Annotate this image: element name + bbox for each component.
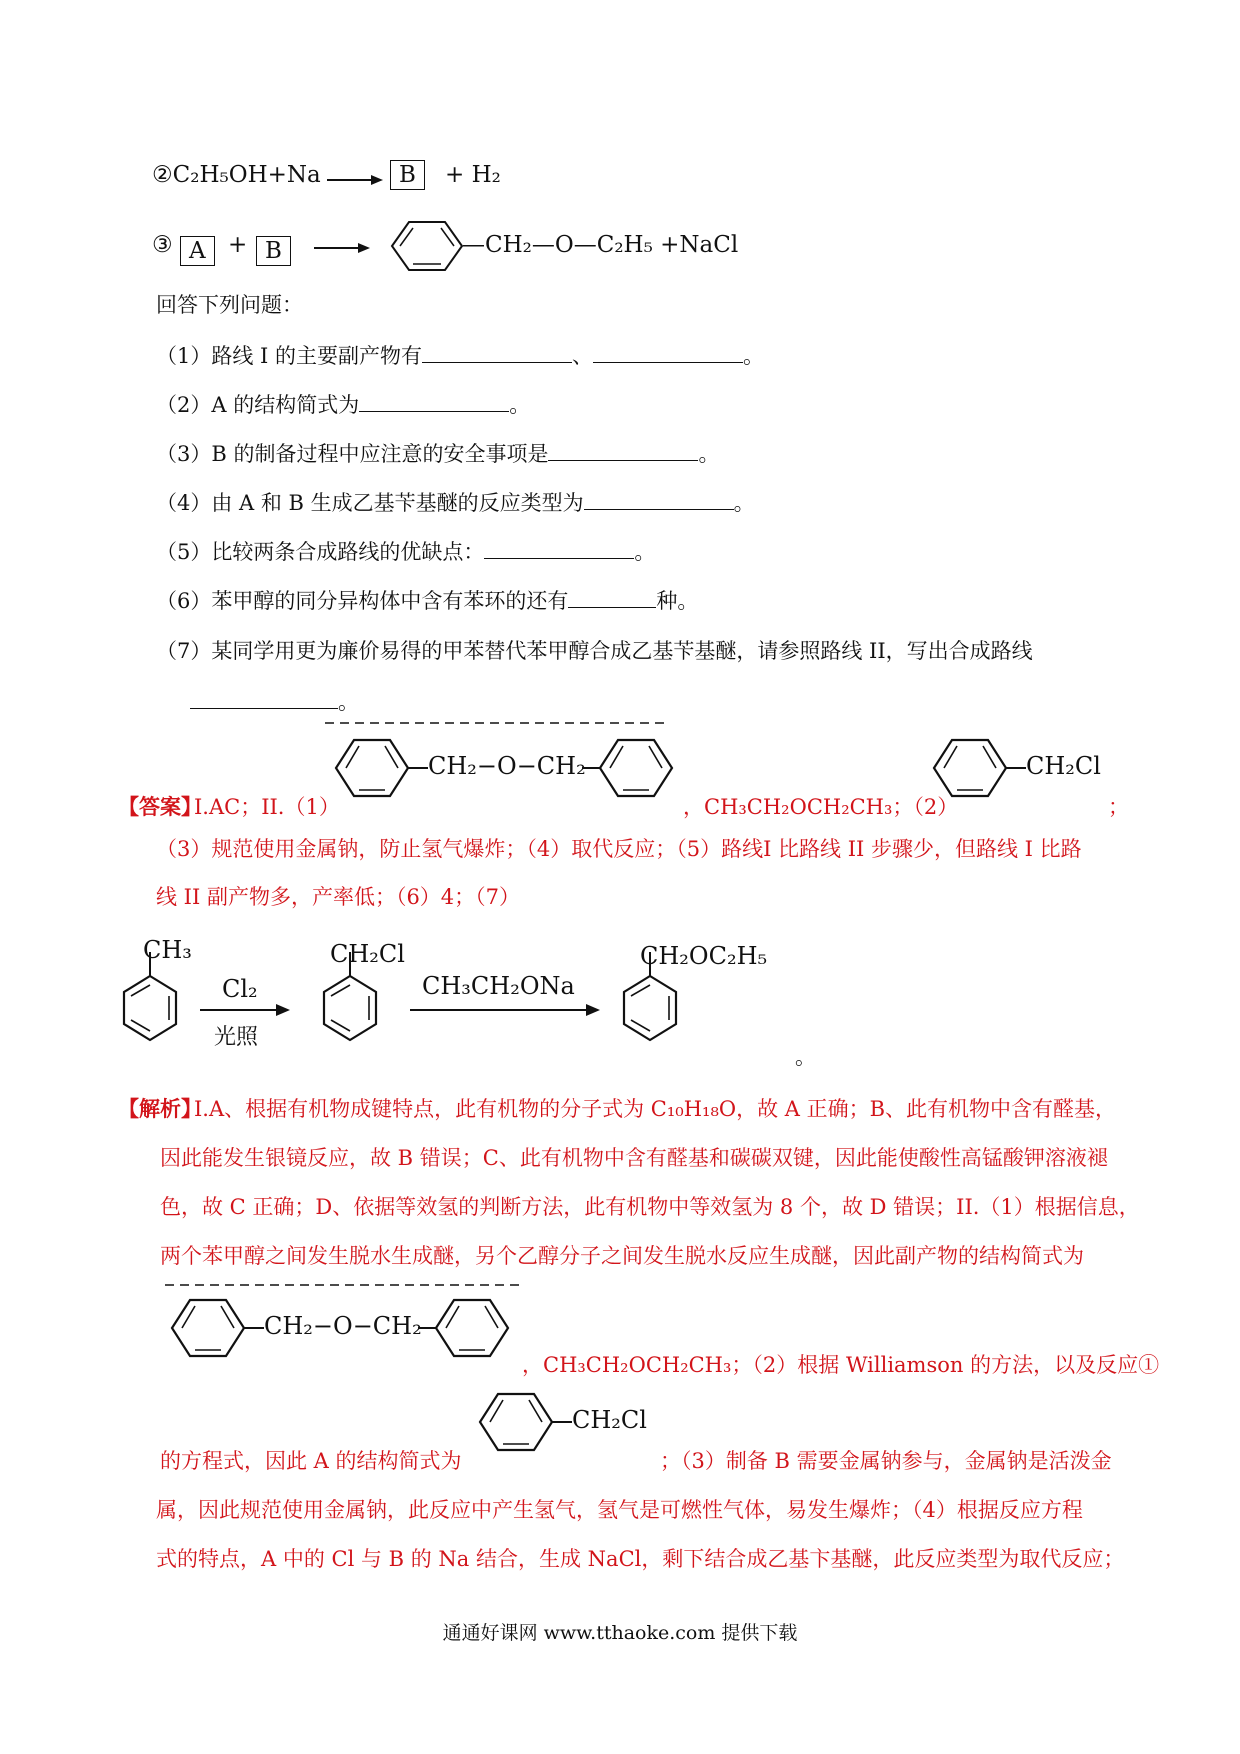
reaction-3-box-a <box>180 236 215 266</box>
toluene-structure <box>124 952 176 1040</box>
questions-intro: 回答下列问题： <box>156 293 303 317</box>
question-1 <box>156 340 764 371</box>
question-6-end: 种。 <box>656 589 699 613</box>
analysis-benzyl-chloride-label: CH₂Cl <box>572 1406 647 1434</box>
question-4 <box>156 487 755 518</box>
question-4-blank[interactable] <box>584 487 734 510</box>
reaction-3-box-a-label: A <box>180 236 215 266</box>
answer-line-3: 线 II 副产物多，产率低；（6）4；（7） <box>156 885 521 909</box>
question-2 <box>156 389 530 420</box>
analysis-dibenzyl-ether-chain: CH₂−O−CH₂ <box>264 1312 422 1340</box>
question-1-blank-a[interactable] <box>422 340 572 363</box>
reaction-3-box-b <box>256 236 291 266</box>
product-label: CH₂OC₂H₅ <box>640 942 768 970</box>
question-6 <box>156 585 698 616</box>
question-2-end: 。 <box>509 393 531 417</box>
reaction-2-arrow <box>325 170 385 190</box>
question-3-end: 。 <box>698 442 720 466</box>
analysis-line-5: ，CH₃CH₂OCH₂CH₃；（2）根据 Williamson 的方法，以及反应① <box>522 1353 1160 1377</box>
analysis-line-6-head: 的方程式，因此 A 的结构简式为 <box>160 1449 462 1473</box>
question-5-blank[interactable] <box>484 536 634 559</box>
dibenzyl-ether-chain: CH₂−O−CH₂ <box>428 752 586 780</box>
question-2-text: （2）A 的结构简式为 <box>156 393 360 417</box>
analysis-line-6-tail: ；（3）制备 B 需要金属钠参与，金属钠是活泼金 <box>660 1449 1112 1473</box>
answer-separator-2: ； <box>1108 795 1129 819</box>
analysis-line-4: 两个苯甲醇之间发生脱水生成醚，另个乙醇分子之间发生脱水反应生成醚，因此副产物的结构简式为 <box>160 1244 1084 1268</box>
intermediate-label: CH₂Cl <box>330 940 405 968</box>
question-5 <box>156 536 655 567</box>
analysis-line-8: 式的特点，A 中的 Cl 与 B 的 Na 结合，生成 NaCl，剩下结合成乙基卞基醚，此反应类型为取代反应； <box>156 1547 1125 1571</box>
question-1-blank-b[interactable] <box>593 340 743 363</box>
reagent-2: CH₃CH₂ONa <box>422 972 575 1000</box>
reagent-1: Cl₂ <box>222 975 258 1003</box>
question-5-end: 。 <box>634 540 656 564</box>
reaction-3-arrow <box>312 238 372 258</box>
question-7-end: 。 <box>338 690 359 714</box>
analysis-dashed-separator <box>165 1282 525 1288</box>
reaction-3-plus: + <box>228 232 248 258</box>
question-2-blank[interactable] <box>359 389 509 412</box>
benzyl-chloride-label: CH₂Cl <box>1026 752 1101 780</box>
reaction-2 <box>152 162 321 188</box>
question-7-blank[interactable] <box>190 686 338 709</box>
analysis-line-2: 因此能发生银镜反应，故 B 错误；C、此有机物中含有醛基和碳碳双键，因此能使酸性高锰酸钾溶液褪 <box>160 1146 1108 1170</box>
synthesis-end: 。 <box>795 1045 816 1069</box>
answer-label: 【答案】 <box>118 794 202 819</box>
question-6-blank[interactable] <box>568 585 656 608</box>
question-1-separator: 、 <box>572 344 594 368</box>
analysis-line-1: I.A、根据有机物成键特点，此有机物的分子式为 C₁₀H₁₈O，故 A 正确；B、此有机物中含有醛基， <box>194 1097 1117 1121</box>
analysis-line-7: 属，因此规范使用金属钠，此反应中产生氢气，氢气是可燃性气体，易发生爆炸；（4）根据反应方程 <box>156 1498 1083 1522</box>
question-4-text: （4）由 A 和 B 生成乙基苄基醚的反应类型为 <box>156 491 584 515</box>
reaction-2-box-b <box>390 160 425 190</box>
answer-line-2: （3）规范使用金属钠，防止氢气爆炸；（4）取代反应；（5）路线I 比路线 II 步骤少，但路线 I 比路 <box>156 837 1082 861</box>
question-4-end: 。 <box>733 491 755 515</box>
page-footer: 通通好课网 www.tthaoke.com 提供下载 <box>442 1622 798 1644</box>
question-3-text: （3）B 的制备过程中应注意的安全事项是 <box>156 442 549 466</box>
question-3-blank[interactable] <box>548 438 698 461</box>
question-5-text: （5）比较两条合成路线的优缺点： <box>156 540 485 564</box>
condition-1: 光照 <box>214 1025 259 1050</box>
question-7: （7）某同学用更为廉价易得的甲苯替代苯甲醇合成乙基苄基醚，请参照路线 II，写出合成路线 <box>156 639 1033 663</box>
toluene-label: CH₃ <box>143 936 192 964</box>
question-6-text: （6）苯甲醇的同分异构体中含有苯环的还有 <box>156 589 569 613</box>
reaction-3-box-b-label: B <box>256 236 291 266</box>
question-7-answer-line <box>190 686 359 717</box>
dashed-separator <box>325 720 670 726</box>
analysis-line-3: 色，故 C 正确；D、依据等效氢的判断方法，此有机物中等效氢为 8 个，故 D 错误；II.（1）根据信息， <box>160 1195 1140 1219</box>
synthesis-arrow-1 <box>200 1004 290 1016</box>
reaction-3-product-chain: —CH₂—O—C₂H₅ +NaCl <box>462 232 739 258</box>
reaction-2-reactants: ②C₂H₅OH+Na <box>152 162 321 188</box>
question-3 <box>156 438 719 469</box>
reaction-2-products: + H₂ <box>445 162 501 188</box>
answer-separator-1: ，CH₃CH₂OCH₂CH₃；（2） <box>683 795 959 819</box>
reaction-3-number: ③ <box>152 232 173 258</box>
question-1-text: （1）路线 I 的主要副产物有 <box>156 344 423 368</box>
answer-part-1: I.AC；II.（1） <box>194 795 340 819</box>
analysis-label: 【解析】 <box>118 1096 202 1121</box>
analysis-benzyl-chloride-structure <box>476 1386 576 1458</box>
question-1-end: 。 <box>743 344 765 368</box>
reaction-2-box-b-label: B <box>390 160 425 190</box>
synthesis-arrow-2 <box>410 1004 600 1016</box>
